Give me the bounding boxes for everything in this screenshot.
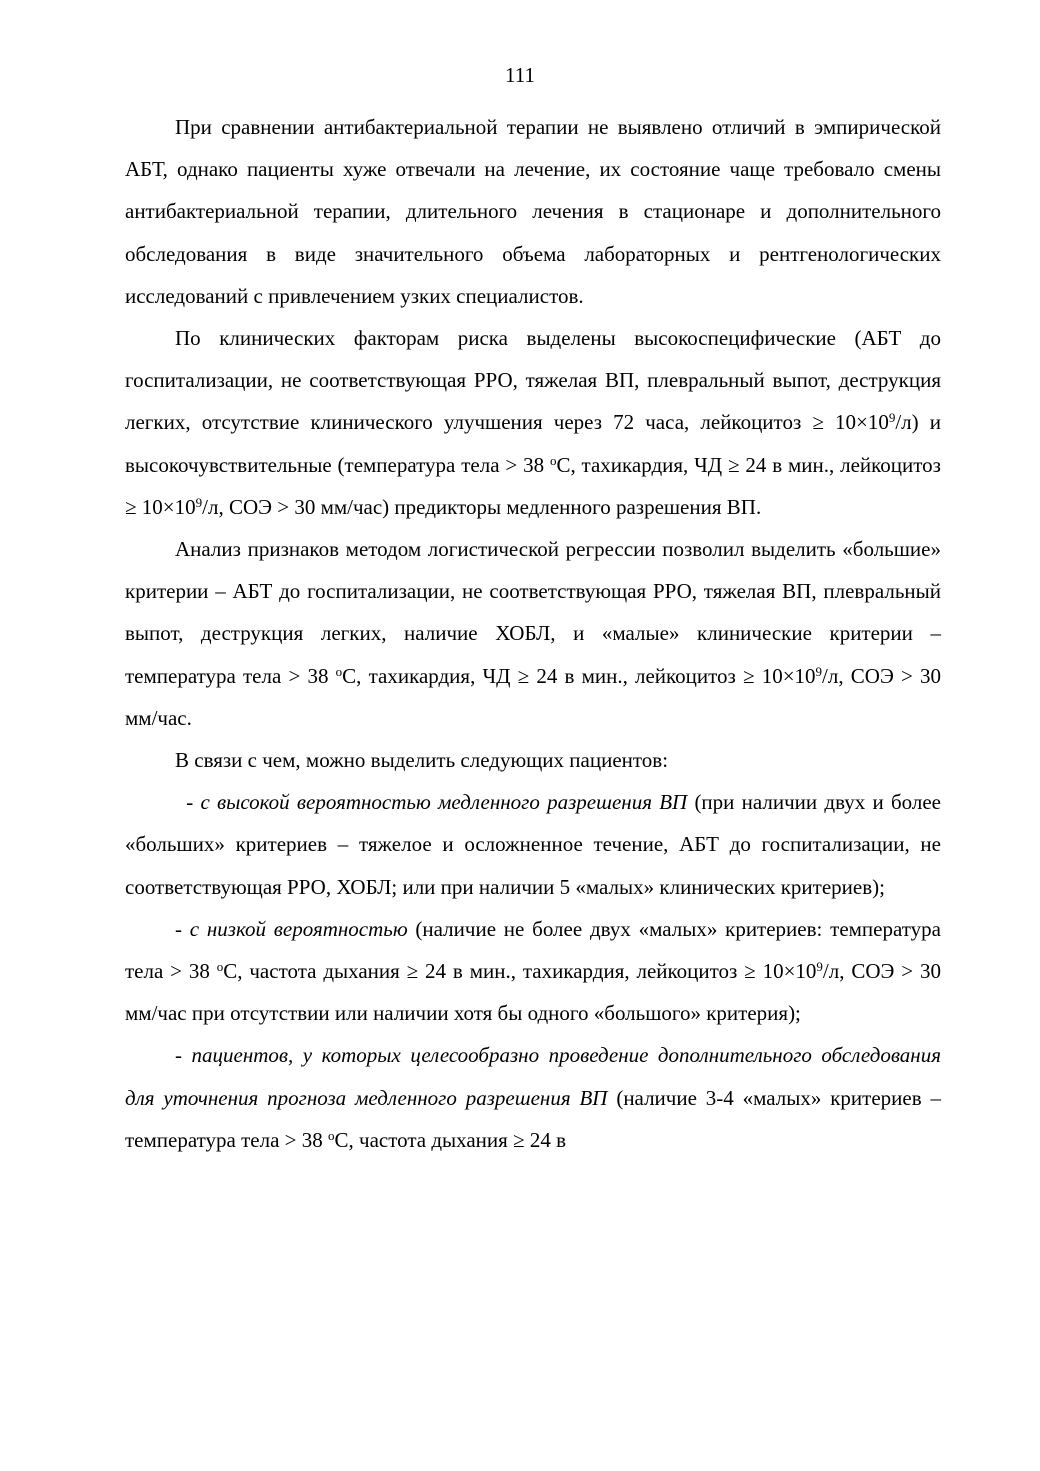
text-run: С, частота дыхания ≥ 24 в	[334, 1127, 567, 1152]
document-body	[125, 106, 941, 1161]
superscript: 9	[195, 494, 203, 510]
text-run: (наличие не более двух «малых» критериев: температура тела > 38	[125, 916, 941, 984]
text-run: С, тахикардия, ЧД ≥ 24 в мин., лейкоцитоз ≥ 10×10	[125, 452, 941, 519]
paragraph-antibacterial-therapy: При сравнении антибактериальной терапии не выявлено отличий в эмпирической АБТ, однако пациенты хуже отвечали на лечение, их состояние чаще требовало смены антибактериальной терапии, длительного лечения в стационаре и дополнительного обследования в виде значительного объема лабораторных и рентгенологических исследований с привлечением узких специалистов.	[125, 115, 941, 308]
superscript: о	[335, 663, 343, 679]
italic-term: пациентов, у которых целесообразно проведение дополнительного обследования для уточнения прогноза медленного разрешения ВП	[125, 1043, 941, 1110]
list-item-additional-examination	[125, 1034, 941, 1161]
paragraph-logistic-regression	[125, 528, 941, 739]
text-run: -	[175, 916, 190, 941]
list-item-low-probability	[125, 908, 941, 1035]
text-run: С, частота дыхания ≥ 24 в мин., тахикардия, лейкоцитоз ≥ 10×10	[223, 959, 817, 984]
superscript: 9	[815, 663, 823, 679]
page-number: 111	[505, 63, 535, 87]
text-run: (при наличии двух и более «больших» критериев – тяжелое и осложненное течение, АБТ до госпитализации, не соответствующая РРО, ХОБЛ; или при наличии 5 «малых» клинических критериев);	[125, 790, 942, 899]
superscript: 9	[888, 410, 896, 426]
italic-term: с низкой вероятностью	[189, 916, 408, 941]
superscript: 9	[816, 959, 823, 975]
text-run: /л, СОЭ > 30 мм/час) предикторы медленного разрешения ВП.	[202, 494, 762, 519]
superscript: о	[328, 1127, 335, 1143]
text-run: /л) и высокочувствительные (температура тела > 38	[125, 410, 942, 477]
list-item-high-probability	[125, 781, 941, 908]
text-run: Анализ признаков методом логистической регрессии позволил выделить «большие» критерии – АБТ до госпитализации, не соответствующая РРО, тяжелая ВП, плевральный выпот, деструкция легких, наличие ХОБЛ, и «малые» клинические критерии – температура тела > 38	[125, 537, 941, 688]
superscript: о	[549, 452, 557, 468]
text-run: По клинических факторам риска выделены высокоспецифические (АБТ до госпитализации, не соответствующая РРО, тяжелая ВП, плевральный выпот, деструкция легких, отсутствие клинического улучшения через 72 часа, лейкоцитоз ≥ 10×10	[125, 326, 941, 435]
text-run: /л, СОЭ > 30 мм/час.	[125, 663, 941, 730]
text-run: -	[179, 790, 201, 815]
superscript: о	[216, 959, 224, 975]
paragraph-patient-groups-intro: В связи с чем, можно выделить следующих пациентов:	[175, 748, 669, 773]
italic-term: с высокой вероятностью медленного разрешения ВП	[200, 790, 688, 815]
text-run: (наличие 3-4 «малых» критериев – температура тела > 38	[125, 1085, 941, 1152]
paragraph-risk-factors	[125, 317, 941, 528]
text-run: /л, СОЭ > 30 мм/час при отсутствии или наличии хотя бы одного «большого» критерия);	[125, 959, 941, 1026]
text-run: -	[175, 1043, 192, 1068]
text-run: С, тахикардия, ЧД ≥ 24 в мин., лейкоцитоз ≥ 10×10	[342, 663, 816, 688]
